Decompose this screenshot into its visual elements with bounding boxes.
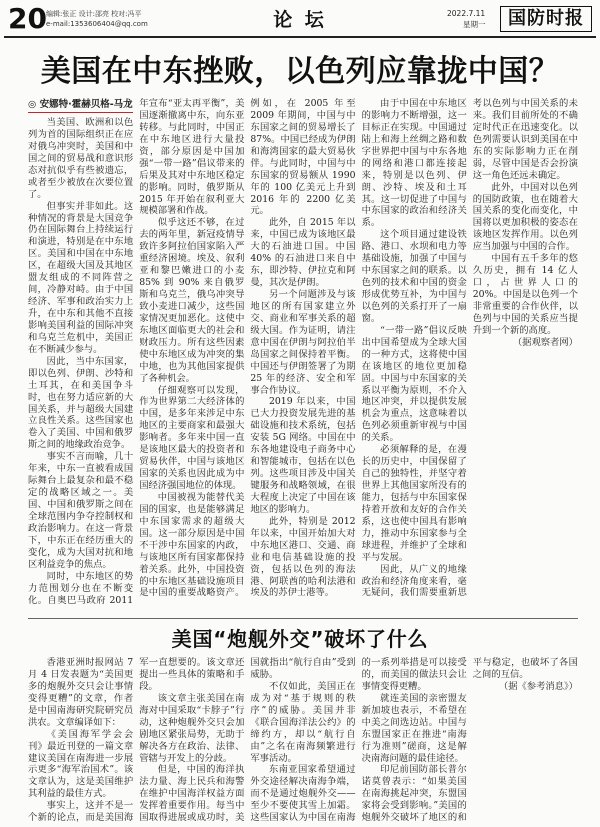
article-paragraph: 这个项目通过建设铁路、港口、水坝和电力等基础设施，加强了中国与中东国家之间的联系。以色列的技术和中国的资金形成优势互补，为中国与以色列的关系打开了一扇窗。 [361, 229, 467, 324]
article-paragraph: 东南亚国家希望通过外交途径解决南海争端，而不是通过炮舰外交——至少不要使其雪上加霜。这些国家认为中国在南海的一系列举措是可以接受的，而美国的做法只会让事情变得更糟。 [250, 657, 467, 824]
article-paragraph: 但事实并非如此。这种情况的背景是大国竞争仍在国际舞台上持续运行和演进，特别是在中东地区。美国和中国在中东地区，在超级大国及其地区盟友组成的不同阵营之间，冷静对峙。由于中国经济、军事和政治实力上升，在中东和其他不直接影响美国利益的国际冲突和乌克兰危机中，美国正在不断减少参与。 [28, 200, 134, 355]
article-paragraph: “一带一路”倡议反映出中国希望成为全球大国的一种方式，这将使中国在该地区的地位更加稳固。中国与中东国家的关系以平衡为原则，不介入地区冲突，并以提供发展机会为重点，这意味着以色列必须重新审视与中国的关系。 [361, 324, 467, 444]
masthead-logo: 国防时报 [500, 6, 592, 32]
article-paragraph: 但是，中国的海洋执法力量、海上民兵和海警在维护中国海洋权益方面发挥着重要作用。每当中国取得进展或成功时，美国就指出“航行自由”受到威胁。 [139, 657, 356, 824]
article-headline: 美国“炮舰外交”破坏了什么 [171, 627, 429, 651]
article-paragraph: 同时，中东地区的势力范围划分也在不断变化。自奥巴马政府 2011 年宣布“亚太再平衡”，美国逐渐撤离中东，向东亚转移。与此同时，中国正在中东地区进行大量投资，部分原因是中国加强“一带一路”倡议带来的后果及其对中东地区稳定的影响。同时，俄罗斯从 2015 年开始在叙利亚大规模部署和作战。 [28, 98, 245, 606]
date-block [447, 8, 486, 30]
article-source: （据《参考消息》） [498, 680, 578, 692]
article-paragraph: 该文章主张美国在南海对中国采取“卡脖子”行动，这种炮舰外交只会加剧地区紧张局势，无助于解决各方在政治、法律、管辖与开发上的分歧。 [139, 692, 245, 764]
article-paragraph: 事实上，这并不是一个新的论点，而是美国海军一直想要的。该文章还提出一些具体的策略和手段。 [28, 657, 245, 824]
page-number: 20 [8, 2, 47, 35]
article-paragraph: 事实不言而喻，几十年来，中东一直被看成国际舞台上最复杂和最不稳定的战略区域之一。美国、中国和俄罗斯之间在全球范围内争夺控制权和政治影响力。在这一背景下，中东正在经历重大的变化，成为大国对抗和地区利益竞争的焦点。 [28, 451, 134, 570]
credits-block [46, 9, 148, 29]
article-paragraph: 此外，自 2015 年以来，中国已成为该地区最大的石油进口国。中国 40% 的石油进口来自中东，即沙特、伊拉克和阿曼，其次是伊朗。 [250, 217, 356, 289]
article-paragraph: 似乎这还不够，在过去的两年里，新冠疫情导致许多阿拉伯国家陷入严重经济困境。埃及、叙利亚和黎巴嫩进口的小麦 85% 到 90% 来自俄罗斯和乌克兰，俄乌冲突导致小麦进口减少，这些国家情况更加恶化。这使中东地区面临更大的社会和财政压力。所有这些因素使中东地区成为冲突的集中地，也为其他国家提供了各种机会。 [139, 217, 245, 384]
article-byline: ◎ 安娜特·霍赫贝格-马龙 [28, 98, 133, 113]
article-paragraph: 中国有五千多年的悠久历史，拥有 14 亿人口，占世界人口的 20%。中国是以色列一个非常重要的合作伙伴，以色列与中国的关系应当提升到一个新的高度。 [472, 253, 578, 336]
article-headline: 美国在中东挫败，以色列应靠拢中国？ [40, 54, 560, 89]
article-paragraph: 2019 年以来，中国已大力投资发展先进的基础设施和技术系统，包括安装 5G 网络。中国在中东各地建设电子商务中心和智能城市，包括在以色列。这些项目涉及中国关键服务和战略领域，在很大程度上决定了中国在该地区的影响力。 [250, 396, 356, 515]
article-body [28, 657, 578, 825]
article-paragraph: 此外，特别是 2012 年以来，中国开始加大对中东地区港口、交通、商业和电信基础设施的投资，包括以色列的海法港、阿联酋的哈利法港和埃及的苏伊士港等。 [250, 515, 356, 599]
section-title: 论 坛 [273, 9, 327, 31]
article-paragraph: 仔细观察可以发现，作为世界第二大经济体的中国，是多年来涉足中东地区的主要商家和最强大影响者。多年来中国一直是该地区最大的投资者和贸易伙伴，中国与该地区国家的关系也因此成为中国经济强国地位的体现。 [139, 384, 245, 491]
article-paragraph: 另一个问题涉及与该地区的所有国家建立外交、商业和军事关系的超级大国。作为证明，请注意中国在伊朗与阿拉伯半岛国家之间保持着平衡。中国还与伊朗签署了为期 25 年的经济、安全和军事合作协议。 [250, 289, 356, 396]
article-paragraph: 香港亚洲时报网站 7 月 4 日发表题为“美国更多的炮舰外交只会让事情变得更糟”的文章，作者是中国南海研究院研究员洪农。文章编译如下： [28, 657, 134, 728]
editor-email: e-mail:1353606404@qq.com [46, 20, 148, 28]
article-paragraph: 当美国、欧洲和以色列为首的国际组织正在应对俄乌冲突时，美国和中国之间的贸易战和意识形态对抗似乎有些被遗忘，或者至少被放在次要位置了。 [28, 117, 134, 200]
article-paragraph: 不仅如此，美国正在成为对“基于规则的秩序”的威胁。美国并非《联合国海洋法公约》的缔约方，却以“航行自由”之名在南海频繁进行军事活动。 [250, 680, 356, 764]
issue-date: 2022.7.11 [447, 9, 486, 18]
article-divider [28, 618, 578, 619]
article-paragraph: 此外，中国对以色列的国防政策，也在随着大国关系的变化而变化，中国将以更加积极的姿态在该地区发挥作用。以色列应当加强与中国的合作。 [472, 181, 578, 253]
article-paragraph: 《美国海军学会会刊》最近刊登的一篇文章建议美国在南海进一步展示更多“海军治国术”。该文章认为，这是美国维护其利益的最佳方式。 [28, 728, 134, 800]
article-paragraph: 中国被视为能替代美国的国家，也是能够满足中东国家需求的超级大国。这一部分原因是中国不干涉中东国家的内政，与该地区所有国家都保持着关系。此外，中国投资的中东地区基础设施项目是中国的重要战略资产。例如，在 2005 年至 2009 年期间，中国与中东国家之间的贸易增长了 87%。中国已经成为伊朗和海湾国家的最大贸易伙伴。与此同时，中国与中东国家的贸易额从 1990 年的 100 亿美元上升到 2016 年的 2200 亿美元。 [139, 98, 356, 599]
header-divider [4, 36, 596, 38]
article-paragraph: 因此，从广义的地缘政治和经济角度来看，毫无疑问，我们需要重新思考以色列与中国关系的未来。我们目前所处的不确定时代正在迅速变化。以色列需要认识到美国在中东的实际影响力正在削弱，尽管中国是否会扮演这一角色还远未确定。 [361, 98, 578, 599]
issue-weekday: 星期一 [463, 20, 486, 29]
article-paragraph: 必须解释的是，在漫长的历史中，中国保留了自己的独特性，并坚守着世界上其他国家所没有的能力，包括与中东国家保持着开放和友好的合作关系，这也使中国具有影响力，推动中东国家参与全球进程，并维护了全球和平与发展。 [361, 444, 467, 563]
article-source: （据观察者网） [512, 336, 578, 348]
article-body [28, 98, 578, 611]
article-paragraph: 由于中国在中东地区的影响力不断增强，这一目标正在实现。中国通过陆上和海上丝绸之路和数字世界把中国与中东各地的网络和港口都连接起来，特别是以色列、伊朗、沙特、埃及和土耳其。这一切促进了中国与中东国家的政治和经济关系。 [361, 98, 467, 229]
article-paragraph: 印尼前国防部长普尔诺莫曾表示：“如果美国在南海挑起冲突，东盟国家将会受到影响。”美国的炮舰外交破坏了地区的和平与稳定，也破坏了各国之间的互信。 [361, 657, 578, 824]
article-paragraph: 就连美国的亲密盟友新加坡也表示，不希望在中美之间选边站。中国与东盟国家正在推进“南海行为准则”磋商，这是解决南海问题的最佳途径。 [361, 692, 467, 764]
article-paragraph: 因此，当中东国家，即以色列、伊朗、沙特和土耳其，在和美国争斗时，也在努力适应新的大国关系，并与超级大国建立良性关系。这些国家也卷入了美国、中国和俄罗斯之间的地缘政治竞争。 [28, 355, 134, 451]
editor-credits: 编辑:张正 设计:邵亮 校对:冯平 [46, 10, 142, 18]
